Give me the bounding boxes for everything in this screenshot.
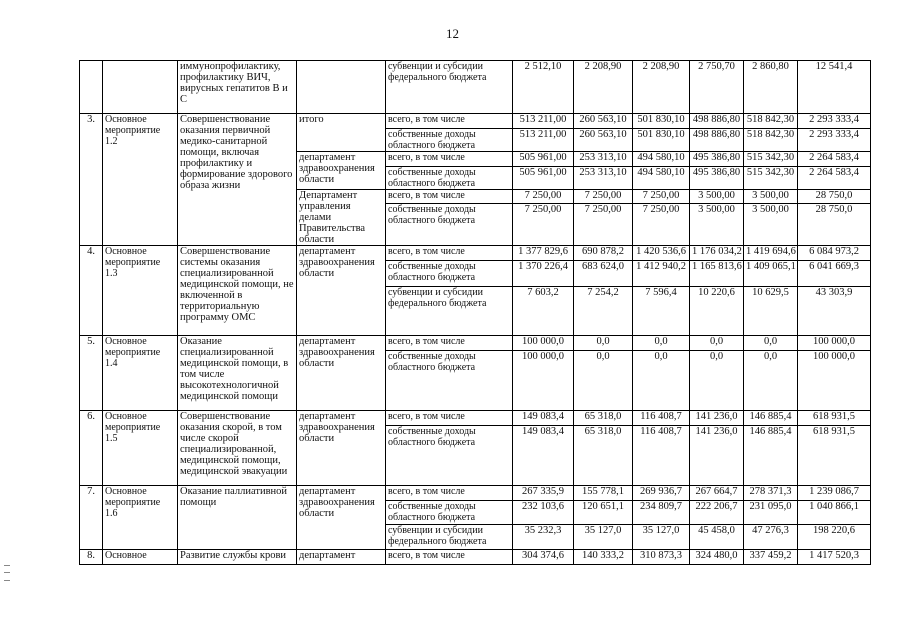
value-total: 12 541,4	[798, 61, 871, 114]
activity-type: Основное	[103, 550, 178, 565]
table-row	[80, 246, 871, 261]
executor: департамент	[297, 550, 386, 565]
value-year-3: 269 936,7	[633, 486, 690, 501]
value-year-3: 2 208,90	[633, 61, 690, 114]
row-number: 4.	[80, 246, 103, 336]
executor: департамент здравоохранения области	[297, 486, 386, 550]
value-year-1: 304 374,6	[513, 550, 574, 565]
funding-source: всего, в том числе	[386, 411, 513, 426]
table-row	[80, 114, 871, 129]
value-year-5: 278 371,3	[744, 486, 798, 501]
executor	[297, 61, 386, 114]
executor: департамент здравоохранения области	[297, 246, 386, 336]
activity-type: Основное мероприятие 1.6	[103, 486, 178, 550]
value-year-3: 7 250,00	[633, 204, 690, 246]
value-year-4: 498 886,80	[690, 129, 744, 152]
value-year-1: 505 961,00	[513, 167, 574, 190]
value-year-1: 267 335,9	[513, 486, 574, 501]
row-number: 3.	[80, 114, 103, 246]
row-number: 6.	[80, 411, 103, 486]
activity-name: Оказание специализированной медицинской помощи, в том числе высокотехнологичной медицинской помощи	[178, 336, 297, 411]
value-total: 2 264 583,4	[798, 167, 871, 190]
table-row	[80, 411, 871, 426]
value-year-4: 222 206,7	[690, 501, 744, 525]
value-year-4: 10 220,6	[690, 287, 744, 336]
activity-type: Основное мероприятие 1.5	[103, 411, 178, 486]
value-year-2: 2 208,90	[574, 61, 633, 114]
value-total: 28 750,0	[798, 190, 871, 204]
value-year-5: 518 842,30	[744, 129, 798, 152]
value-year-3: 116 408,7	[633, 426, 690, 486]
value-year-3: 494 580,10	[633, 152, 690, 167]
value-total: 2 264 583,4	[798, 152, 871, 167]
activity-type: Основное мероприятие 1.4	[103, 336, 178, 411]
value-total: 1 040 866,1	[798, 501, 871, 525]
activity-name: иммунопрофилактику, профилактику ВИЧ, вирусных гепатитов В и С	[178, 61, 297, 114]
funding-source: субвенции и субсидии федерального бюджета	[386, 61, 513, 114]
activity-type: Основное мероприятие 1.2	[103, 114, 178, 246]
table-row	[80, 550, 871, 565]
value-year-2: 65 318,0	[574, 426, 633, 486]
value-year-4: 3 500,00	[690, 204, 744, 246]
value-year-1: 1 370 226,4	[513, 261, 574, 287]
value-year-3: 7 250,00	[633, 190, 690, 204]
value-year-1: 7 250,00	[513, 190, 574, 204]
value-total: 2 293 333,4	[798, 114, 871, 129]
value-year-4: 45 458,0	[690, 525, 744, 550]
funding-source: собственные доходы областного бюджета	[386, 501, 513, 525]
executor: департамент здравоохранения области	[297, 152, 386, 190]
funding-source: всего, в том числе	[386, 190, 513, 204]
value-year-2: 140 333,2	[574, 550, 633, 565]
value-year-5: 231 095,0	[744, 501, 798, 525]
table-row	[80, 61, 871, 114]
value-total: 6 084 973,2	[798, 246, 871, 261]
value-year-2: 260 563,10	[574, 114, 633, 129]
value-year-2: 253 313,10	[574, 167, 633, 190]
value-year-2: 7 250,00	[574, 190, 633, 204]
activity-name: Совершенствование оказания первичной медико-санитарной помощи, включая профилактику и формирование здорового образа жизни	[178, 114, 297, 246]
funding-source: собственные доходы областного бюджета	[386, 351, 513, 411]
value-year-2: 260 563,10	[574, 129, 633, 152]
value-total: 1 417 520,3	[798, 550, 871, 565]
value-year-4: 1 165 813,6	[690, 261, 744, 287]
value-year-3: 0,0	[633, 351, 690, 411]
table-row	[80, 486, 871, 501]
value-year-3: 1 412 940,2	[633, 261, 690, 287]
value-year-1: 513 211,00	[513, 129, 574, 152]
value-total: 618 931,5	[798, 426, 871, 486]
value-year-4: 3 500,00	[690, 190, 744, 204]
funding-source: собственные доходы областного бюджета	[386, 426, 513, 486]
value-year-5: 1 409 065,1	[744, 261, 798, 287]
funding-source: собственные доходы областного бюджета	[386, 129, 513, 152]
value-year-1: 2 512,10	[513, 61, 574, 114]
value-year-4: 2 750,70	[690, 61, 744, 114]
value-year-4: 0,0	[690, 351, 744, 411]
value-year-1: 232 103,6	[513, 501, 574, 525]
row-number: 7.	[80, 486, 103, 550]
executor: итого	[297, 114, 386, 152]
scan-margin-mark	[4, 565, 10, 581]
row-number: 5.	[80, 336, 103, 411]
value-year-4: 498 886,80	[690, 114, 744, 129]
value-year-5: 47 276,3	[744, 525, 798, 550]
value-year-3: 7 596,4	[633, 287, 690, 336]
value-year-5: 146 885,4	[744, 426, 798, 486]
value-year-5: 146 885,4	[744, 411, 798, 426]
value-year-5: 2 860,80	[744, 61, 798, 114]
executor: департамент здравоохранения области	[297, 336, 386, 411]
page-number: 12	[446, 26, 459, 41]
value-year-5: 0,0	[744, 336, 798, 351]
funding-source: всего, в том числе	[386, 336, 513, 351]
value-year-5: 518 842,30	[744, 114, 798, 129]
value-year-3: 494 580,10	[633, 167, 690, 190]
value-year-2: 683 624,0	[574, 261, 633, 287]
funding-source: собственные доходы областного бюджета	[386, 167, 513, 190]
value-year-4: 1 176 034,2	[690, 246, 744, 261]
value-year-4: 267 664,7	[690, 486, 744, 501]
value-year-2: 0,0	[574, 351, 633, 411]
value-year-2: 120 651,1	[574, 501, 633, 525]
funding-source: субвенции и субсидии федерального бюджета	[386, 525, 513, 550]
value-year-4: 141 236,0	[690, 426, 744, 486]
value-year-1: 100 000,0	[513, 351, 574, 411]
activity-name: Совершенствование оказания скорой, в том числе скорой специализированной, медицинской помощи, медицинской эвакуации	[178, 411, 297, 486]
value-year-5: 0,0	[744, 351, 798, 411]
value-year-2: 7 250,00	[574, 204, 633, 246]
value-year-3: 501 830,10	[633, 129, 690, 152]
value-year-2: 0,0	[574, 336, 633, 351]
activity-type: Основное мероприятие 1.3	[103, 246, 178, 336]
value-year-4: 324 480,0	[690, 550, 744, 565]
funding-source: субвенции и субсидии федерального бюджета	[386, 287, 513, 336]
value-year-2: 155 778,1	[574, 486, 633, 501]
value-year-4: 141 236,0	[690, 411, 744, 426]
value-year-5: 337 459,2	[744, 550, 798, 565]
funding-source: всего, в том числе	[386, 486, 513, 501]
activity-type	[103, 61, 178, 114]
value-total: 100 000,0	[798, 351, 871, 411]
value-year-3: 0,0	[633, 336, 690, 351]
value-year-2: 690 878,2	[574, 246, 633, 261]
value-year-5: 1 419 694,6	[744, 246, 798, 261]
value-total: 43 303,9	[798, 287, 871, 336]
value-total: 198 220,6	[798, 525, 871, 550]
table-row	[80, 336, 871, 351]
value-year-5: 515 342,30	[744, 152, 798, 167]
funding-source: собственные доходы областного бюджета	[386, 204, 513, 246]
value-total: 100 000,0	[798, 336, 871, 351]
value-year-3: 35 127,0	[633, 525, 690, 550]
value-year-2: 35 127,0	[574, 525, 633, 550]
activity-name: Совершенствование системы оказания специализированной медицинской помощи, не включенной в территориальную программу ОМС	[178, 246, 297, 336]
value-year-1: 513 211,00	[513, 114, 574, 129]
value-year-2: 7 254,2	[574, 287, 633, 336]
value-year-1: 149 083,4	[513, 411, 574, 426]
value-year-3: 234 809,7	[633, 501, 690, 525]
value-total: 6 041 669,3	[798, 261, 871, 287]
value-year-1: 7 603,2	[513, 287, 574, 336]
value-year-5: 3 500,00	[744, 190, 798, 204]
value-year-5: 10 629,5	[744, 287, 798, 336]
value-year-1: 505 961,00	[513, 152, 574, 167]
activity-name: Оказание паллиативной помощи	[178, 486, 297, 550]
value-year-3: 1 420 536,6	[633, 246, 690, 261]
value-year-3: 116 408,7	[633, 411, 690, 426]
value-year-1: 100 000,0	[513, 336, 574, 351]
executor: Департамент управления делами Правительства области	[297, 190, 386, 246]
value-year-4: 0,0	[690, 336, 744, 351]
budget-table	[79, 60, 871, 565]
executor: департамент здравоохранения области	[297, 411, 386, 486]
value-total: 618 931,5	[798, 411, 871, 426]
value-total: 28 750,0	[798, 204, 871, 246]
funding-source: всего, в том числе	[386, 152, 513, 167]
value-year-3: 501 830,10	[633, 114, 690, 129]
value-year-3: 310 873,3	[633, 550, 690, 565]
activity-name: Развитие службы крови	[178, 550, 297, 565]
value-total: 1 239 086,7	[798, 486, 871, 501]
funding-source: всего, в том числе	[386, 550, 513, 565]
value-year-1: 1 377 829,6	[513, 246, 574, 261]
row-number: 8.	[80, 550, 103, 565]
value-year-1: 35 232,3	[513, 525, 574, 550]
value-year-5: 3 500,00	[744, 204, 798, 246]
funding-source: собственные доходы областного бюджета	[386, 261, 513, 287]
value-year-4: 495 386,80	[690, 167, 744, 190]
funding-source: всего, в том числе	[386, 246, 513, 261]
value-year-2: 65 318,0	[574, 411, 633, 426]
value-year-1: 7 250,00	[513, 204, 574, 246]
funding-source: всего, в том числе	[386, 114, 513, 129]
value-year-4: 495 386,80	[690, 152, 744, 167]
value-year-1: 149 083,4	[513, 426, 574, 486]
value-year-2: 253 313,10	[574, 152, 633, 167]
row-number	[80, 61, 103, 114]
value-total: 2 293 333,4	[798, 129, 871, 152]
value-year-5: 515 342,30	[744, 167, 798, 190]
